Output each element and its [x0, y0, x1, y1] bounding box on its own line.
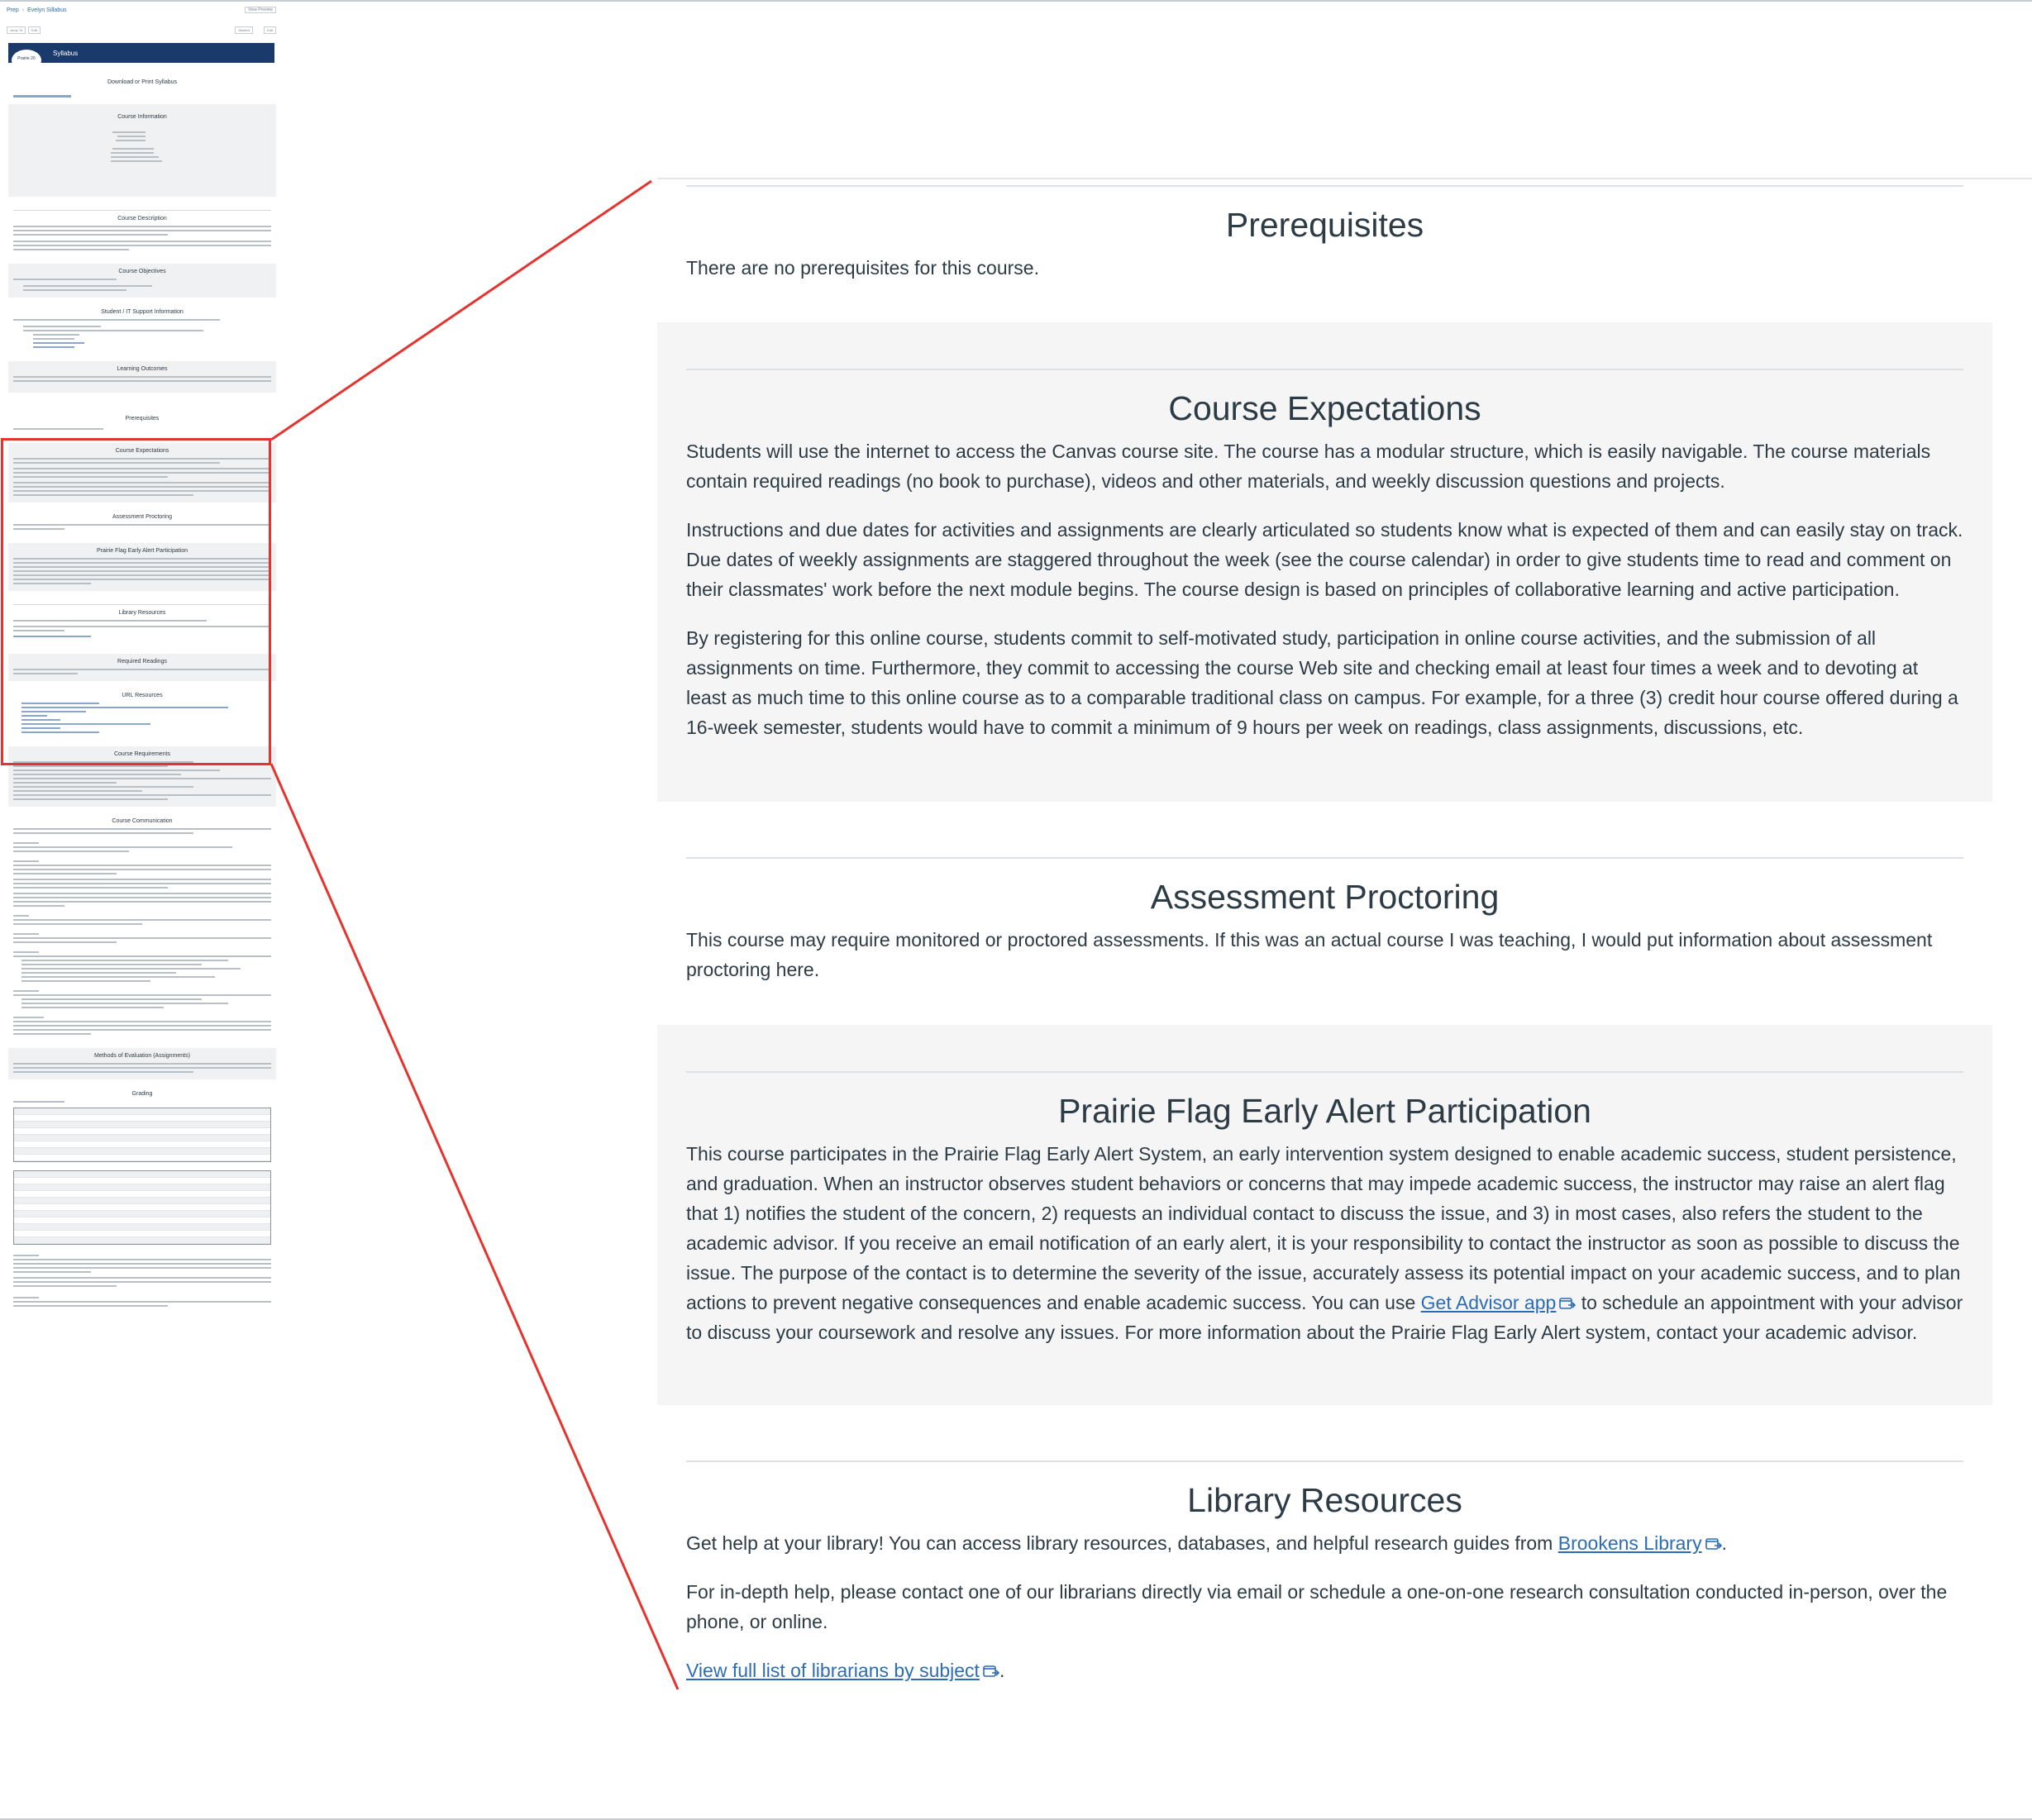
- thumb-table-row: [14, 1231, 270, 1237]
- thumb-table-row: [14, 1108, 270, 1115]
- download-heading: Download or Print Syllabus: [107, 79, 178, 85]
- syllabus-banner: [8, 43, 274, 63]
- thumb-table-row: [14, 1128, 270, 1135]
- external-link-icon: [983, 1665, 999, 1678]
- thumb-text-line: [13, 994, 271, 996]
- section-library-resources: [657, 1460, 1992, 1685]
- thumb-text-line: [13, 765, 168, 767]
- early-alert-text-before: This course participates in the Prairie Flag Early Alert System, an early intervention system designed to enable academic success, student persistence, and graduation. When an instructor observes student behaviors or concerns that may impede academic success, the instructor may raise an alert flag that 1) notifies the student of the concern, 2) requests an individual contact to discuss the issue, and 3) in most cases, also refers the student to the academic advisor. If you receive an email notification of an early alert, it is your responsibility to contact the instructor as soon as possible to discuss the issue. The purpose of the contact is to determine the severity of the issue, accurately assess its potential impact on your academic success, and to plan actions to prevent negative consequences and enable academic success. You can use: [686, 1143, 1961, 1313]
- thumb-text-line: [13, 1267, 271, 1269]
- thumb-text-line: [13, 990, 39, 992]
- thumb-text-line: [13, 850, 129, 852]
- thumb-section-prerequisites: [8, 411, 276, 436]
- thumb-text-line: [13, 941, 117, 943]
- thumb-text-line: [111, 156, 159, 158]
- thumb-text-line: [13, 1281, 271, 1283]
- thumb-text-line: [13, 786, 193, 788]
- thumb-heading: Course Communication: [112, 818, 173, 824]
- thumb-table-row: [14, 1217, 270, 1224]
- thumb-text-line: [21, 980, 150, 982]
- section-rule: [686, 185, 1963, 187]
- thumb-text-line: [13, 1017, 44, 1018]
- thumb-text-line: [13, 1255, 39, 1256]
- section-early-alert: [657, 1025, 1992, 1405]
- thumb-text-line: [21, 976, 215, 978]
- proctoring-paragraph: This course may require monitored or proctored assessments. If this was an actual course I was teaching, I would put information about assessment proctoring here.: [686, 929, 1933, 980]
- thumb-text-line: [13, 249, 129, 250]
- thumb-text-line: [13, 279, 117, 280]
- thumb-heading: Course Description: [117, 216, 167, 222]
- thumb-section-learning-outcomes: [8, 361, 276, 393]
- thumb-text-line: [13, 919, 271, 921]
- thumb-section-course-communication: [8, 813, 276, 1041]
- expectations-paragraph-1: Students will use the internet to access the Canvas course site. The course has a modular structure, which is easily navigable. The course materials contain required readings (no book to purchase), videos and other materials, and weekly discussion questions and projects.: [686, 441, 1931, 492]
- thumb-heading: Course Expectations: [115, 448, 169, 454]
- thumb-text-line: [13, 380, 271, 382]
- thumb-rule: [13, 210, 271, 211]
- thumb-text-line: [13, 1021, 271, 1022]
- section-assessment-proctoring: [657, 857, 1992, 984]
- thumb-text-line: [13, 1297, 39, 1298]
- thumb-text-line: [13, 901, 271, 903]
- thumb-grade-table: [13, 1108, 271, 1162]
- thumb-heading: Course Requirements: [113, 751, 171, 757]
- expectations-paragraph-2: Instructions and due dates for activities and assignments are clearly articulated so students know what is expected of them and can easily stay on track. Due dates of weekly assignments are staggered throughout the week (see the course calendar) in order to give students time to read and comment on their classmates' work before the next module begins. The course design is based on principles of collaborative learning and active participation.: [686, 519, 1963, 600]
- thumb-table-row: [14, 1184, 270, 1191]
- thumb-text-line: [13, 234, 168, 236]
- thumb-text-line: [13, 1067, 271, 1069]
- thumb-text-line: [112, 131, 145, 133]
- thumb-text-line: [13, 319, 220, 321]
- section-rule: [686, 369, 1963, 370]
- thumb-text-line: [13, 842, 39, 844]
- thumb-heading: Prairie Flag Early Alert Participation: [96, 548, 188, 554]
- thumb-text-line: [13, 893, 271, 894]
- thumb-text-line: [13, 879, 271, 880]
- thumb-text-line: [13, 769, 220, 771]
- thumb-table-row: [14, 1211, 270, 1217]
- thumb-table-row: [14, 1224, 270, 1231]
- library-p3-after: .: [999, 1660, 1005, 1681]
- thumb-table-row: [14, 1115, 270, 1122]
- library-paragraph-3: [686, 1656, 1963, 1685]
- thumb-text-line: [13, 883, 271, 884]
- brookens-library-link[interactable]: Brookens Library: [1557, 1532, 1702, 1554]
- view-preview-button[interactable]: View Preview: [245, 7, 276, 13]
- thumb-table-row: [14, 1178, 270, 1184]
- thumb-text-line: [13, 230, 271, 231]
- thumb-text-line: [13, 1271, 91, 1273]
- section-rule: [686, 1460, 1963, 1462]
- student-view-button[interactable]: Student: [235, 26, 253, 34]
- thumb-table-row: [14, 1155, 270, 1161]
- thumb-section-support: [8, 304, 276, 355]
- thumb-text-line: [13, 1305, 168, 1307]
- thumb-table-row: [14, 1135, 270, 1141]
- thumb-heading: Grading: [131, 1091, 153, 1097]
- library-resources-title: Library Resources: [1187, 1481, 1462, 1519]
- thumb-text-line: [13, 1033, 91, 1035]
- assessment-proctoring-title: Assessment Proctoring: [1150, 878, 1500, 916]
- thumb-text-line: [13, 887, 168, 889]
- thumb-section-course-information: [8, 104, 276, 197]
- thumb-text-line: [117, 136, 145, 137]
- library-text-before: Get help at your library! You can access library resources, databases, and helpful research guides from: [686, 1532, 1558, 1554]
- thumb-text-line: [23, 330, 203, 331]
- thumb-text-line: [13, 1277, 271, 1279]
- external-link-icon: [1559, 1298, 1576, 1310]
- thumb-text-line: [13, 794, 271, 796]
- librarians-by-subject-link[interactable]: View full list of librarians by subject: [686, 1660, 980, 1681]
- thumb-table-row: [14, 1122, 270, 1128]
- thumb-heading: URL Resources: [122, 693, 163, 698]
- thumb-text-line: [21, 998, 202, 1000]
- thumb-text-line: [13, 428, 103, 430]
- thumb-heading: Course Information: [117, 114, 167, 120]
- thumb-text-line: [13, 245, 271, 246]
- thumb-text-line: [21, 960, 228, 961]
- course-expectations-title: Course Expectations: [1168, 389, 1481, 427]
- thumb-text-line: [13, 1259, 271, 1260]
- thumb-text-line: [13, 955, 271, 957]
- thumb-heading: Learning Outcomes: [117, 366, 168, 372]
- section-rule: [686, 857, 1963, 859]
- thumb-text-line: [13, 790, 142, 792]
- thumb-text-line: [13, 846, 232, 848]
- thumb-text-line: [23, 326, 101, 327]
- thumb-table-row: [14, 1191, 270, 1198]
- university-badge: Prairie 20: [12, 50, 41, 71]
- thumb-table-row: [14, 1204, 270, 1211]
- library-paragraph-2: For in-depth help, please contact one of our librarians directly via email or schedule a one-on-one research consultation conducted in-person, over the phone, or online.: [686, 1581, 1948, 1632]
- thumb-link-line[interactable]: [33, 342, 84, 344]
- banner-title: Syllabus: [53, 50, 79, 57]
- thumb-text-line: [23, 285, 152, 287]
- thumb-text-line: [13, 798, 168, 800]
- thumb-text-line: [13, 1101, 64, 1103]
- early-alert-title: Prairie Flag Early Alert Participation: [1058, 1092, 1591, 1130]
- thumb-scale-table: [13, 1170, 271, 1245]
- jump-to-button[interactable]: Jump To: [7, 26, 26, 34]
- thumb-text-line: [13, 226, 271, 227]
- thumb-heading: Library Resources: [118, 610, 166, 616]
- thumb-heading: Required Readings: [117, 659, 167, 665]
- thumb-section-methods-of-evaluation: [8, 1048, 276, 1079]
- thumb-text-line: [111, 160, 162, 162]
- thumb-heading: Prerequisites: [125, 416, 160, 422]
- thumb-text-line: [13, 865, 271, 866]
- zoom-top-border: [657, 178, 2032, 179]
- thumb-text-line: [13, 774, 181, 775]
- thumb-section-course-objectives: [8, 264, 276, 298]
- prerequisites-title: Prerequisites: [1225, 206, 1424, 244]
- thumb-text-line: [13, 241, 271, 242]
- thumb-text-line: [13, 951, 39, 953]
- thumb-text-line: [13, 933, 39, 935]
- get-advisor-app-link[interactable]: Get Advisor app: [1420, 1292, 1557, 1313]
- thumb-text-line: [21, 964, 202, 965]
- thumb-text-line: [13, 376, 271, 378]
- thumb-text-line: [33, 338, 74, 340]
- thumb-text-line: [13, 905, 64, 907]
- expectations-paragraph-3: By registering for this online course, students commit to self-motivated study, participation in online course activities, and the submission of all assignments on time. Furthermore, they commit to accessing the course Web site and checking email at least four times a week and to devoting at least as much time to this online course as to a comparable traditional class on campus. For example, for a three (3) credit hour course offered during a 16-week semester, students would have to commit a minimum of 9 hours per week on readings, class assignments, discussions, etc.: [686, 627, 1958, 738]
- zoomed-syllabus-content: [657, 178, 2032, 1806]
- thumb-text-line: [13, 1301, 271, 1303]
- breadcrumb-item-page[interactable]: Evelyn Sillabus: [27, 7, 67, 13]
- thumb-table-row: [14, 1237, 270, 1244]
- thumb-text-line: [13, 869, 271, 870]
- thumb-text-line: [111, 152, 154, 154]
- library-paragraph-1: [686, 1528, 1963, 1558]
- section-prerequisites: [657, 185, 1992, 283]
- thumb-text-line: [13, 828, 271, 830]
- thumb-text-line: [13, 832, 193, 834]
- thumb-text-line: [21, 968, 241, 970]
- thumb-table-row: [14, 1198, 270, 1204]
- early-alert-paragraph: [686, 1139, 1963, 1347]
- thumb-heading: Student / IT Support Information: [101, 309, 184, 315]
- thumb-text-line: [13, 1285, 117, 1287]
- breadcrumb-separator: ›: [21, 7, 25, 13]
- thumb-section-course-description: [8, 203, 276, 257]
- thumb-text-line: [13, 860, 39, 862]
- thumb-text-line: [21, 972, 176, 974]
- thumb-text-line: [21, 1007, 164, 1008]
- thumb-heading: Course Objectives: [118, 269, 166, 274]
- thumb-text-line: [21, 1003, 228, 1004]
- thumb-text-line: [112, 148, 154, 150]
- zoom-highlight-box: [1, 438, 271, 765]
- library-text-after: .: [1721, 1532, 1727, 1554]
- prerequisites-text: There are no prerequisites for this course.: [686, 257, 1039, 279]
- thumb-table-row: [14, 1141, 270, 1148]
- thumb-text-line: [23, 289, 126, 291]
- thumb-link-line[interactable]: [33, 346, 74, 348]
- early-alert-text-after: to schedule an appointment with your advisor to discuss your coursework and resolve any issues. For more information about the Prairie Flag Early Alert system, contact your academic advisor.: [686, 1292, 1963, 1343]
- thumb-text-line: [13, 782, 117, 784]
- thumb-text-line: [13, 1029, 271, 1031]
- thumb-text-line: [13, 1025, 271, 1027]
- thumb-text-line: [13, 937, 271, 939]
- thumb-text-line: [13, 1071, 193, 1073]
- section-course-expectations: [657, 322, 1992, 802]
- download-link[interactable]: [13, 95, 71, 98]
- thumb-table-row: [14, 1148, 270, 1155]
- thumb-text-line: [13, 897, 271, 898]
- right-edit-button[interactable]: Edit: [264, 26, 276, 34]
- thumb-text-line: [13, 873, 117, 874]
- thumb-heading: Assessment Proctoring: [112, 514, 172, 520]
- thumb-text-line: [13, 1063, 271, 1065]
- thumb-table-row: [14, 1171, 270, 1178]
- syllabus-thumbnail: [7, 5, 278, 1811]
- thumb-text-line: [13, 923, 142, 925]
- thumb-text-line: [33, 334, 79, 336]
- breadcrumb: [7, 5, 278, 15]
- section-rule: [686, 1071, 1963, 1073]
- thumb-text-line: [116, 140, 145, 141]
- thumbnail-toolbar: [7, 23, 278, 41]
- thumb-heading: Methods of Evaluation (Assignments): [94, 1053, 190, 1059]
- left-edit-button[interactable]: Edit: [28, 26, 41, 34]
- thumb-text-line: [13, 1263, 271, 1265]
- thumb-text-line: [13, 915, 29, 917]
- external-link-icon: [1705, 1538, 1722, 1551]
- breadcrumb-item-course[interactable]: Prep: [7, 7, 19, 13]
- thumb-text-line: [13, 778, 271, 779]
- thumb-section-grading: [8, 1086, 276, 1313]
